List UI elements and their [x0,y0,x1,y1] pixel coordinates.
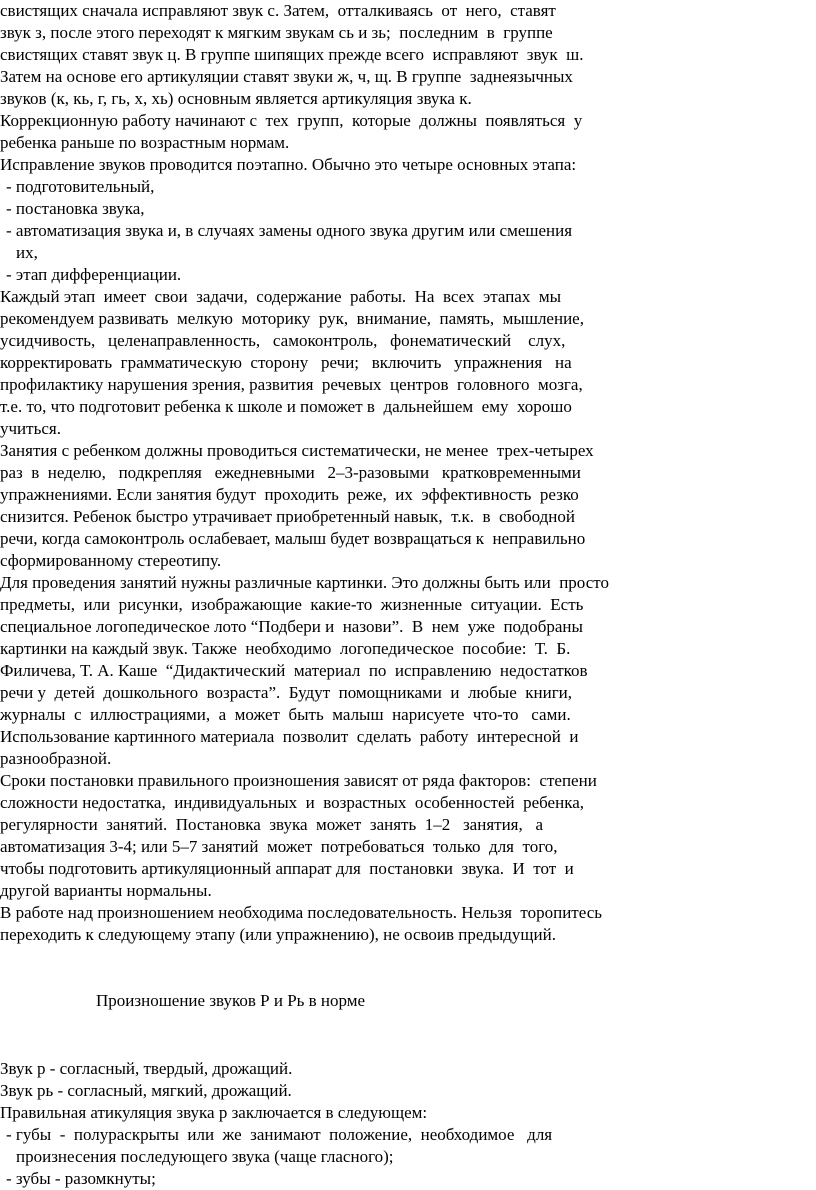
text-line: речи у детей дошкольного возраста”. Будут помощниками и любые книги, [0,683,573,702]
list-item: - губы - полураскрыты или же занимают положение, необходимое для [6,1125,553,1144]
text-line: Занятия с ребенком должны проводиться систематически, не менее трех-четырех [0,441,594,460]
text-line: другой варианты нормальны. [0,881,212,900]
text-line: Каждый этап имеет свои задачи, содержание работы. На всех этапах мы [0,287,562,306]
text-line: разнообразной. [0,749,112,768]
text-line: Исправление звуков проводится поэтапно. Обычно это четыре основных этапа: [0,155,577,174]
text-line: журналы с иллюстрациями, а может быть малыш нарисуете что-то сами. [0,705,571,724]
text-line: переходить к следующему этапу (или упражнению), не освоив предыдущий. [0,925,556,944]
text-line: корректировать грамматическую сторону речи; включить упражнения на [0,353,572,372]
list-item: - зубы - разомкнуты; [6,1169,156,1188]
text-line: профилактику нарушения зрения, развития речевых центров головного мозга, [0,375,583,394]
text-line: рекомендуем развивать мелкую моторику рук, внимание, память, мышление, [0,309,584,328]
text-line: звук з, после этого переходят к мягким звукам сь и зь; последним в группе [0,23,553,42]
text-line: предметы, или рисунки, изображающие какие-то жизненные ситуации. Есть [0,595,584,614]
text-line: Филичева, Т. А. Каше “Дидактический материал по исправлению недостатков [0,661,588,680]
text-line: Звук рь - согласный, мягкий, дрожащий. [0,1081,292,1100]
text-line: сложности недостатка, индивидуальных и возрастных особенностей ребенка, [0,793,584,812]
text-line: Правильная атикуляция звука р заключается в следующем: [0,1103,428,1122]
text-line: ребенка раньше по возрастным нормам. [0,133,290,152]
text-line: специальное логопедическое лото “Подбери и назови”. В нем уже подобраны [0,617,583,636]
text-line: Сроки постановки правильного произношения зависят от ряда факторов: степени [0,771,597,790]
text-line: свистящих сначала исправляют звук с. Затем, отталкиваясь от него, ставят [0,1,556,20]
text-line: упражнениями. Если занятия будут проходить реже, их эффективность резко [0,485,579,504]
text-line: картинки на каждый звук. Также необходимо логопедическое пособие: Т. Б. [0,639,571,658]
text-line: т.е. то, что подготовит ребенка к школе и поможет в дальнейшем ему хорошо [0,397,572,416]
text-line: снизится. Ребенок быстро утрачивает приобретенный навык, т.к. в свободной [0,507,575,526]
text-line: Звук р - согласный, твердый, дрожащий. [0,1059,293,1078]
text-line: автоматизация 3-4; или 5–7 занятий может потребоваться только для того, [0,837,558,856]
text-line: В работе над произношением необходима последовательность. Нельзя торопитесь [0,903,602,922]
text-line: Для проведения занятий нужны различные картинки. Это должны быть или просто [0,573,609,592]
list-item-continuation: их, [16,243,38,262]
text-line: Затем на основе его артикуляции ставят звуки ж, ч, щ. В группе заднеязычных [0,67,573,86]
text-line: регулярности занятий. Постановка звука может занять 1–2 занятия, а [0,815,544,834]
text-line: звуков (к, кь, г, гь, х, хь) основным является артикуляция звука к. [0,89,472,108]
text-line: раз в неделю, подкрепляя ежедневными 2–3-разовыми кратковременными [0,463,581,482]
text-line: усидчивость, целенаправленность, самоконтроль, фонематический слух, [0,331,566,350]
list-item: - подготовительный, [6,177,155,196]
text-line: чтобы подготовить артикуляционный аппарат для постановки звука. И тот и [0,859,574,878]
text-line: речи, когда самоконтроль ослабевает, малыш будет возвращаться к неправильно [0,529,586,548]
list-item: - автоматизация звука и, в случаях замены одного звука другим или смешения [6,221,573,240]
text-line: свистящих ставят звук ц. В группе шипящих прежде всего исправляют звук ш. [0,45,584,64]
list-item: - постановка звука, [6,199,145,218]
text-line: Использование картинного материала позволит сделать работу интересной и [0,727,579,746]
section-title: Произношение звуков Р и Рь в норме [96,991,366,1010]
text-line: учиться. [0,419,61,438]
list-item: - этап дифференциации. [6,265,182,284]
list-item-continuation: произнесения последующего звука (чаще гласного); [16,1147,394,1166]
text-line: Коррекционную работу начинают с тех групп, которые должны появляться у [0,111,583,130]
text-line: сформированному стереотипу. [0,551,222,570]
